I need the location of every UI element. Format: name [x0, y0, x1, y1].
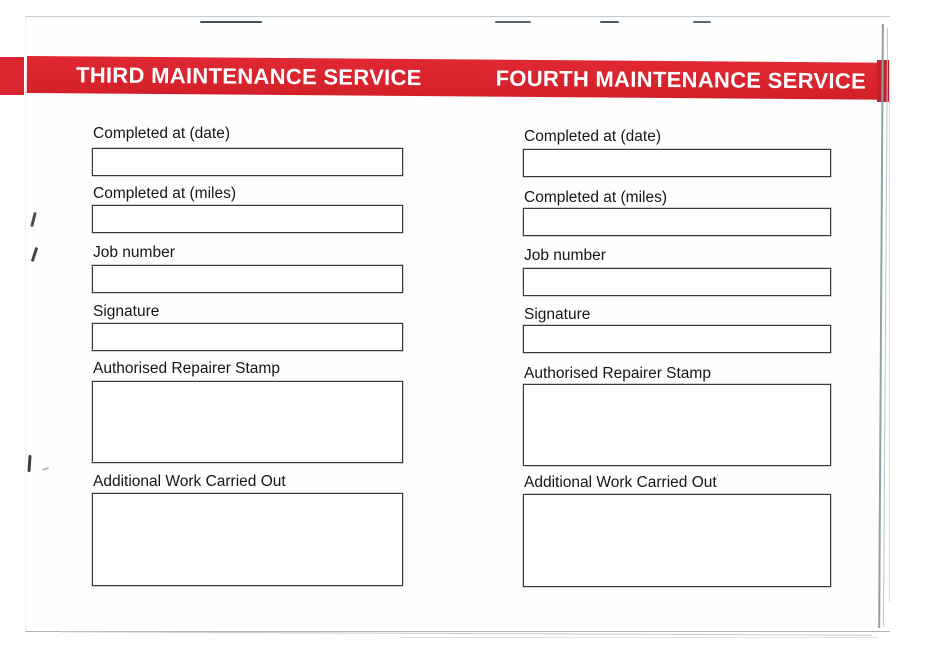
field-box-completed-date — [92, 148, 403, 176]
field-box-completed-miles — [523, 208, 831, 236]
fourth-service-form — [523, 17, 831, 631]
field-box-job-number — [92, 265, 403, 293]
field-label-completed-date: Completed at (date) — [93, 125, 230, 142]
field-label-job-number: Job number — [93, 244, 175, 261]
field-label-signature: Signature — [93, 303, 160, 320]
scan-edge-mark — [495, 21, 531, 23]
scan-edge-mark — [600, 21, 619, 23]
field-box-completed-date — [523, 149, 831, 177]
field-box-repairer-stamp — [92, 381, 403, 463]
field-label-additional-work: Additional Work Carried Out — [524, 474, 717, 491]
field-box-completed-miles — [92, 205, 403, 233]
field-box-additional-work — [92, 493, 403, 586]
fourth-service-title: FOURTH MAINTENANCE SERVICE — [495, 65, 867, 94]
field-box-signature — [92, 323, 403, 351]
third-service-form — [92, 17, 403, 631]
booklet-page — [25, 16, 890, 632]
underlying-page-red-band — [0, 57, 24, 95]
field-box-repairer-stamp — [523, 384, 831, 466]
field-box-job-number — [523, 268, 831, 296]
field-label-repairer-stamp: Authorised Repairer Stamp — [524, 365, 711, 382]
third-service-title: THIRD MAINTENANCE SERVICE — [75, 62, 422, 91]
page-stack-edge — [889, 62, 890, 602]
field-label-repairer-stamp: Authorised Repairer Stamp — [93, 360, 280, 377]
field-box-signature — [523, 325, 831, 353]
field-label-job-number: Job number — [524, 247, 606, 264]
scan-edge-mark — [693, 21, 711, 23]
scan-edge-mark — [200, 21, 262, 23]
field-box-additional-work — [523, 494, 831, 587]
field-label-completed-date: Completed at (date) — [524, 128, 661, 145]
field-label-completed-miles: Completed at (miles) — [93, 185, 236, 202]
field-label-completed-miles: Completed at (miles) — [524, 189, 667, 206]
field-label-additional-work: Additional Work Carried Out — [93, 473, 286, 490]
field-label-signature: Signature — [524, 306, 591, 323]
page-stack-bottom-edge — [400, 637, 878, 638]
